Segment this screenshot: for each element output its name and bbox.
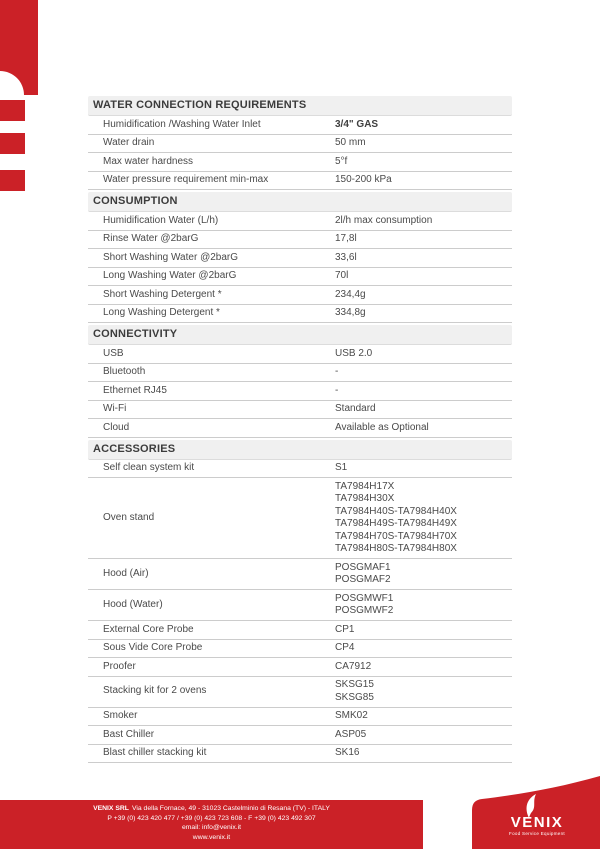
row-value-line: TA7984H17X — [335, 480, 395, 492]
row-label: Water pressure requirement min-max — [103, 174, 269, 185]
row-value — [335, 403, 512, 416]
row-label: Stacking kit for 2 ovens — [103, 685, 207, 697]
row-label: Bast Chiller — [103, 728, 155, 740]
row-value-line: 234,4g — [335, 288, 366, 300]
row-value-line: 5°f — [335, 155, 348, 167]
table-row — [88, 460, 512, 479]
row-value-line: SK16 — [335, 747, 360, 758]
row-value — [335, 156, 512, 169]
row-label: Proofer — [103, 660, 136, 672]
row-label: Wi-Fi — [103, 403, 127, 414]
section-header: ACCESSORIES — [88, 440, 512, 460]
row-label: Long Washing Water @2barG — [103, 270, 237, 281]
venix-logo — [502, 794, 572, 836]
table-row — [88, 745, 512, 764]
corner-logo-bar — [0, 133, 25, 154]
spec-section — [88, 440, 512, 764]
table-row — [88, 286, 512, 305]
row-label: Ethernet RJ45 — [103, 384, 167, 396]
footer-email: email: info@venix.it — [181, 824, 242, 832]
row-label: Long Washing Detergent * — [103, 307, 220, 318]
row-value — [335, 562, 512, 587]
row-value — [335, 642, 512, 655]
row-value-line: 3/4" GAS — [335, 118, 379, 130]
row-value-line: Available as Optional — [335, 421, 429, 433]
row-value-line: Standard — [335, 403, 376, 414]
row-value-line: - — [335, 366, 339, 377]
row-value — [335, 661, 512, 674]
footer-phone-line: P +39 (0) 423 420 477 / +39 (0) 423 723 608 - F +39 (0) 423 492 307 — [107, 814, 316, 822]
row-value — [335, 422, 512, 435]
table-row — [88, 135, 512, 154]
row-label: Hood (Water) — [103, 598, 163, 610]
table-row — [88, 677, 512, 708]
logo-tagline: Food Service Equipment — [509, 831, 565, 836]
row-value — [335, 593, 512, 618]
table-row — [88, 621, 512, 640]
row-value — [335, 289, 512, 302]
row-value — [335, 119, 512, 132]
row-value — [335, 710, 512, 723]
table-row — [88, 153, 512, 172]
table-row — [88, 590, 512, 621]
section-header: WATER CONNECTION REQUIREMENTS — [88, 96, 512, 116]
table-row — [88, 726, 512, 745]
row-value — [335, 747, 512, 760]
row-label: Humidification Water (L/h) — [103, 214, 219, 226]
corner-logo-bar — [0, 100, 25, 121]
chef-hat-icon — [524, 794, 540, 818]
row-value-line: TA7984H49S-TA7984H49X — [335, 518, 457, 529]
table-row — [88, 401, 512, 420]
row-value-line: S1 — [335, 462, 348, 473]
row-value — [335, 348, 512, 361]
row-value — [335, 307, 512, 320]
row-value — [335, 174, 512, 187]
footer-company-name: VENIX SRL — [93, 805, 129, 812]
spec-section — [88, 96, 512, 190]
row-value-line: USB 2.0 — [335, 347, 373, 359]
row-value-line: TA7984H30X — [335, 493, 395, 504]
table-row — [88, 559, 512, 590]
table-row — [88, 658, 512, 677]
row-label: Bluetooth — [103, 366, 146, 377]
row-value — [335, 137, 512, 150]
row-value-line: TA7984H70S-TA7984H70X — [335, 530, 457, 542]
table-row — [88, 172, 512, 191]
row-value-line: POSGMAF1 — [335, 561, 391, 573]
row-label: Smoker — [103, 710, 138, 721]
row-label: Cloud — [103, 421, 130, 433]
row-value — [335, 385, 512, 398]
section-header: CONSUMPTION — [88, 192, 512, 212]
row-value — [335, 270, 512, 283]
table-row — [88, 382, 512, 401]
table-row — [88, 478, 512, 559]
section-header: CONNECTIVITY — [88, 325, 512, 345]
row-value-line: - — [335, 384, 339, 396]
row-value-line: TA7984H80S-TA7984H80X — [335, 543, 457, 554]
row-value — [335, 462, 512, 475]
row-value-line: SMK02 — [335, 710, 368, 721]
venix-wordmark: VENIX — [510, 814, 564, 831]
row-label: Sous Vide Core Probe — [103, 642, 203, 653]
table-row — [88, 231, 512, 250]
row-value-line: 33,6l — [335, 251, 357, 263]
row-label: USB — [103, 347, 124, 359]
row-value-line: CA7912 — [335, 660, 372, 672]
row-label: Oven stand — [103, 511, 155, 523]
row-value — [335, 366, 512, 379]
row-label: Water drain — [103, 137, 155, 148]
row-value-line: POSGMWF1 — [335, 592, 394, 604]
table-row — [88, 116, 512, 135]
spec-section — [88, 192, 512, 323]
row-label: Self clean system kit — [103, 462, 195, 473]
row-value-line: SKSG85 — [335, 691, 374, 703]
table-row — [88, 305, 512, 324]
row-value-line: 50 mm — [335, 137, 366, 148]
row-label: Max water hardness — [103, 155, 194, 167]
row-value-line: 334,8g — [335, 307, 366, 318]
row-value — [335, 481, 512, 556]
row-value-line: 150-200 kPa — [335, 174, 392, 185]
row-value — [335, 624, 512, 637]
table-row — [88, 268, 512, 287]
table-row — [88, 419, 512, 438]
table-row — [88, 212, 512, 231]
row-value-line: CP4 — [335, 642, 355, 653]
row-value — [335, 233, 512, 246]
row-value-line: POSGMAF2 — [335, 574, 391, 585]
row-value — [335, 679, 512, 704]
footer-website: www.venix.it — [192, 833, 231, 841]
row-label: Humidification /Washing Water Inlet — [103, 118, 261, 130]
row-value-line: TA7984H40S-TA7984H40X — [335, 505, 457, 517]
row-value-line: POSGMWF2 — [335, 605, 394, 616]
row-label: Hood (Air) — [103, 567, 149, 579]
footer-contact-band — [0, 800, 423, 849]
row-label: Short Washing Water @2barG — [103, 251, 239, 263]
spec-section — [88, 325, 512, 438]
row-value-line: 2l/h max consumption — [335, 214, 433, 226]
table-row — [88, 708, 512, 727]
spec-tables — [88, 96, 512, 763]
row-value-line: ASP05 — [335, 728, 367, 740]
row-value — [335, 215, 512, 228]
row-label: External Core Probe — [103, 623, 194, 635]
row-value — [335, 729, 512, 742]
row-label: Rinse Water @2barG — [103, 233, 199, 244]
corner-logo-bar — [0, 170, 25, 191]
footer-address-line — [0, 804, 423, 814]
table-row — [88, 640, 512, 659]
footer-address: Via della Fornace, 49 - 31023 Castelminio di Resana (TV) - ITALY — [131, 805, 330, 812]
table-row — [88, 249, 512, 268]
row-value-line: 17,8l — [335, 233, 357, 244]
venix-logo-block — [472, 776, 600, 849]
table-row — [88, 345, 512, 364]
row-value-line: SKSG15 — [335, 679, 374, 690]
row-value-line: 70l — [335, 270, 349, 281]
table-row — [88, 364, 512, 383]
row-label: Short Washing Detergent * — [103, 288, 222, 300]
row-value — [335, 252, 512, 265]
row-value-line: CP1 — [335, 623, 355, 635]
row-label: Blast chiller stacking kit — [103, 747, 207, 758]
